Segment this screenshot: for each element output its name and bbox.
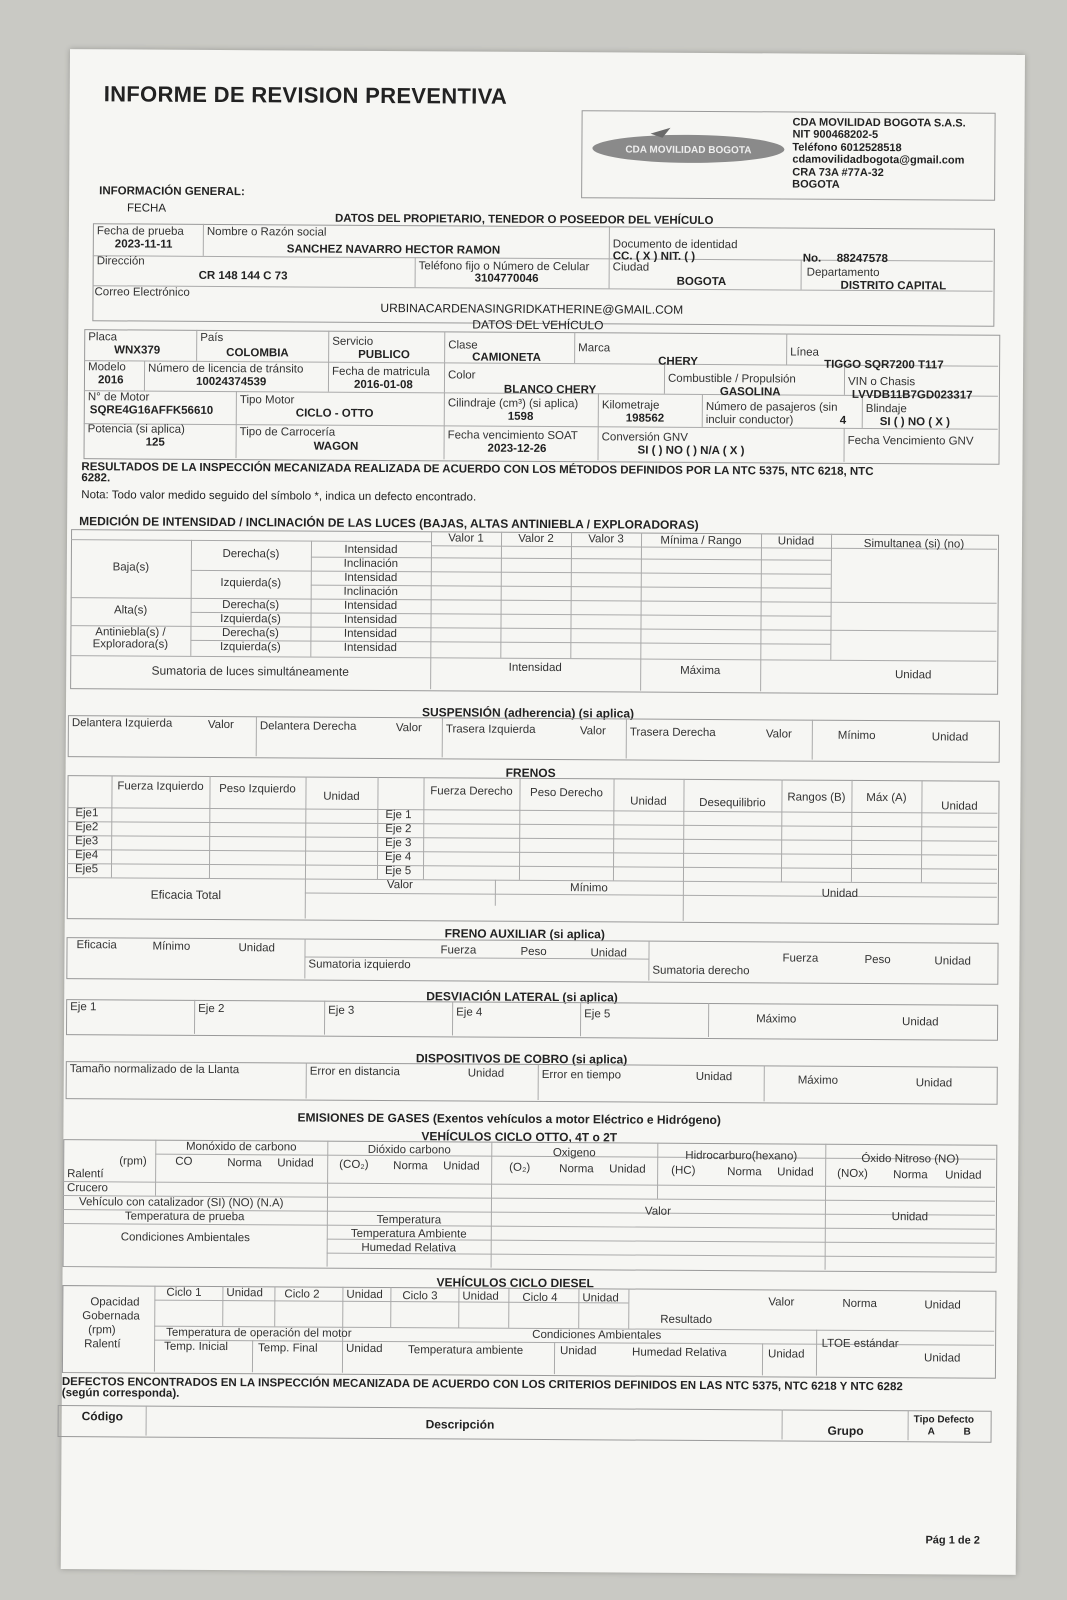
- brake-eje5-right: Eje 5: [384, 865, 412, 878]
- lights-col-valor2: Valor 2: [518, 532, 554, 546]
- otto-temp-prueba: Temperatura de prueba: [124, 1210, 245, 1224]
- brake-eje3-left: Eje3: [75, 835, 99, 848]
- formula-nox: (NOx): [837, 1167, 868, 1180]
- results-note: Nota: Todo valor medido seguido del símbolo *, indica un defecto encontrado.: [81, 489, 477, 504]
- lights-col-unidad: Unidad: [777, 535, 815, 548]
- motor-label: N° de Motor: [87, 391, 150, 404]
- aux-sum-der: Sumatoria derecho: [652, 964, 750, 978]
- lateral-eje2: Eje 2: [198, 1002, 225, 1016]
- otto-humedad: Humedad Relativa: [361, 1241, 457, 1255]
- lights-alta-izquierda: Izquierda(s): [220, 613, 281, 626]
- diesel-gobernada: Gobernada: [82, 1310, 140, 1323]
- susp-del-izq: Delantera Izquierda: [71, 717, 173, 730]
- fecha-label: FECHA: [126, 202, 167, 215]
- defects-codigo: Código: [81, 1409, 124, 1424]
- licencia-label: Número de licencia de tránsito: [148, 362, 304, 376]
- lateral-eje3: Eje 3: [328, 1004, 355, 1017]
- diesel-humedad: Humedad Relativa: [632, 1346, 727, 1360]
- aux-unidad-3: Unidad: [934, 955, 971, 968]
- lights-alta-derecha: Derecha(s): [222, 599, 280, 612]
- otto-header: VEHÍCULOS CICLO OTTO, 4T o 2T: [421, 1129, 618, 1145]
- diesel-ciclo3: Ciclo 3: [402, 1290, 438, 1303]
- soat-label: Fecha vencimiento SOAT: [447, 429, 578, 443]
- marca-label: Marca: [578, 342, 611, 355]
- pasajeros-value: 4: [839, 414, 847, 427]
- formula-co2: (CO₂): [339, 1158, 369, 1171]
- potencia-value: 125: [145, 436, 165, 449]
- o2-norma: Norma: [559, 1163, 594, 1176]
- lights-col-valor1: Valor 1: [448, 532, 484, 545]
- otto-rpm: (rpm): [119, 1155, 147, 1168]
- lights-col-valor3: Valor 3: [588, 533, 624, 546]
- marca-value: CHERY: [658, 355, 698, 368]
- fecha-prueba-value: 2023-11-11: [114, 238, 173, 251]
- lights-int-5: Intensidad: [343, 627, 398, 641]
- lights-int-3: Intensidad: [344, 599, 398, 613]
- aux-peso: Peso: [520, 945, 547, 959]
- gas-o2: Oxigeno: [552, 1147, 596, 1160]
- color-label: Color: [447, 369, 476, 382]
- carroceria-value: WAGON: [313, 440, 359, 453]
- linea-label: Línea: [790, 346, 819, 359]
- lights-alta: Alta(s): [113, 604, 148, 617]
- lateral-header: DESVIACIÓN LATERAL (si aplica): [426, 989, 618, 1005]
- color-value: BLANCO CHERY: [503, 383, 597, 397]
- linea-value: TIGGO SQR7200 T117: [824, 358, 944, 372]
- vin-label: VIN o Chasis: [847, 375, 916, 389]
- diesel-unidad-t: Unidad: [346, 1342, 383, 1356]
- departamento-label: Departamento: [806, 266, 880, 280]
- otto-ralenti: Ralentí: [67, 1168, 104, 1181]
- defects-header: DEFECTOS ENCONTRADOS EN LA INSPECCIÓN MECANIZADA DE ACUERDO CON LOS CRITERIOS DEFINIDOS EN LAS NTC 5375, NTC 6218 Y NTC 6282 (según corresponda).: [61, 1376, 903, 1400]
- cobro-error-tiempo: Error en tiempo: [541, 1068, 622, 1082]
- tipo-motor-label: Tipo Motor: [239, 394, 295, 407]
- aux-peso-3: Peso: [864, 953, 891, 967]
- diesel-temp-inicial: Temp. Inicial: [164, 1340, 229, 1354]
- documento-tipo: CC. ( X ) NIT. ( ): [612, 250, 696, 263]
- otto-temperatura: Temperatura: [376, 1213, 442, 1227]
- diesel-resultado: Resultado: [660, 1313, 713, 1327]
- susp-unidad: Unidad: [931, 731, 969, 744]
- aux-brake-table: [66, 937, 998, 985]
- otto-condiciones: Condiciones Ambientales: [120, 1231, 250, 1245]
- lights-int-2: Intensidad: [344, 571, 398, 585]
- gas-hc: Hidrocarburo(hexano): [685, 1149, 798, 1163]
- susp-valor-4: Valor: [765, 728, 792, 741]
- numero-label: No.: [802, 252, 822, 265]
- brake-max: Máx (A): [866, 791, 907, 805]
- cobro-llanta: Tamaño normalizado de la Llanta: [69, 1063, 240, 1077]
- aux-unidad-2: Unidad: [590, 947, 627, 960]
- lights-int-1: Intensidad: [344, 543, 398, 557]
- fecha-prueba-label: Fecha de prueba: [96, 225, 184, 238]
- otto-temp-ambiente: Temperatura Ambiente: [350, 1227, 467, 1241]
- cda-nit: NIT 900468202-5: [792, 128, 879, 142]
- nombre-value: SANCHEZ NAVARRO HECTOR RAMON: [286, 243, 501, 257]
- brake-peso-der: Peso Derecho: [529, 786, 603, 800]
- cilindraje-value: 1598: [507, 410, 534, 423]
- diesel-unidad-h: Unidad: [768, 1348, 805, 1361]
- gnv-venc-label: Fecha Vencimiento GNV: [847, 434, 974, 448]
- lateral-eje1: Eje 1: [70, 1001, 97, 1014]
- lights-antiniebla: Antiniebla(s) / Exploradora(s): [92, 626, 169, 651]
- cobro-unidad-1: Unidad: [467, 1067, 505, 1080]
- aux-fuerza: Fuerza: [440, 944, 477, 957]
- defects-tipo: Tipo Defecto: [913, 1414, 975, 1426]
- gas-no: Óxido Nitroso (NO): [861, 1152, 960, 1166]
- defects-tipo-b: B: [963, 1426, 971, 1438]
- diesel-ciclo2: Ciclo 2: [284, 1288, 320, 1301]
- blindaje-value: SI ( ) NO ( X ): [879, 416, 951, 429]
- otto-valor: Valor: [644, 1205, 671, 1218]
- gnv-value: SI ( ) NO ( ) N/A ( X ): [637, 444, 745, 458]
- lights-baja-derecha: Derecha(s): [222, 548, 280, 561]
- hc-unidad: Unidad: [777, 1166, 814, 1179]
- placa-value: WNX379: [114, 344, 161, 357]
- brake-eje5-left: Eje5: [74, 863, 99, 876]
- placa-label: Placa: [88, 331, 118, 344]
- results-header: RESULTADOS DE LA INSPECCIÓN MECANIZADA REALIZADA DE ACUERDO CON LOS MÉTODOS DEFINIDOS POR LA NTC 5375, NTC 6218, NTC 6282.: [81, 461, 874, 485]
- departamento-value: DISTRITO CAPITAL: [840, 279, 947, 293]
- motor-value: SQRE4G16AFFK56610: [89, 404, 214, 417]
- clase-value: CAMIONETA: [472, 351, 541, 364]
- diesel-ciclo4: Ciclo 4: [522, 1291, 558, 1305]
- formula-hc: (HC): [671, 1164, 696, 1177]
- telefono-value: 3104770046: [474, 272, 539, 285]
- direccion-label: Dirección: [96, 255, 145, 268]
- diesel-ralenti: Ralentí: [84, 1338, 121, 1351]
- co-unidad: Unidad: [277, 1157, 314, 1170]
- lights-int-6: Intensidad: [343, 641, 397, 655]
- brake-rangos: Rangos (B): [787, 791, 846, 804]
- aux-sum-izq: Sumatoria izquierdo: [308, 958, 411, 972]
- combustible-value: GASOLINA: [719, 386, 781, 399]
- diesel-opacidad: Opacidad: [90, 1296, 140, 1309]
- aux-brake-header: FRENO AUXILIAR (si aplica): [444, 926, 605, 942]
- lights-sum-unidad: Unidad: [894, 669, 932, 682]
- vehicle-header: DATOS DEL VEHÍCULO: [472, 317, 604, 333]
- aux-fuerza-3: Fuerza: [782, 952, 819, 965]
- gnv-label: Conversión GNV: [601, 431, 688, 444]
- servicio-value: PUBLICO: [358, 348, 410, 362]
- brake-valor: Valor: [386, 879, 413, 892]
- brake-unidad-total: Unidad: [821, 887, 859, 900]
- brake-eje3-right: Eje 3: [385, 837, 412, 850]
- lights-col-simultanea: Simultanea (si) (no): [863, 537, 965, 551]
- aux-minimo: Mínimo: [152, 940, 191, 953]
- pais-value: COLOMBIA: [226, 347, 289, 360]
- diesel-temp-amb: Temperatura ambiente: [408, 1344, 524, 1357]
- lights-sumatoria: Sumatoria de luces simultáneamente: [151, 663, 349, 679]
- cilindraje-label: Cilindraje (cm³) (si aplica): [447, 397, 579, 411]
- susp-tra-izq: Trasera Izquierda: [445, 723, 536, 736]
- kilometraje-value: 198562: [625, 412, 665, 425]
- brake-eje2-left: Eje2: [75, 821, 99, 834]
- carroceria-label: Tipo de Carrocería: [239, 426, 336, 439]
- brake-eje1-right: Eje 1: [385, 809, 412, 822]
- gas-co2: Dióxido carbono: [367, 1143, 451, 1157]
- general-info-label: INFORMACIÓN GENERAL:: [99, 185, 245, 199]
- diesel-rpm: (rpm): [88, 1324, 116, 1337]
- cobro-maximo: Máximo: [797, 1074, 839, 1087]
- brake-eje2-right: Eje 2: [385, 823, 412, 836]
- cda-info: [792, 116, 966, 191]
- diesel-unidad-a: Unidad: [560, 1345, 597, 1358]
- telefono-label: Teléfono fijo o Número de Celular: [418, 260, 590, 274]
- otto-catalizador: Vehículo con catalizador (SI) (NO) (N.A): [78, 1196, 284, 1210]
- formula-co: CO: [175, 1155, 193, 1168]
- lights-inc-2: Inclinación: [343, 585, 398, 599]
- clase-label: Clase: [448, 339, 478, 352]
- lights-anti-derecha: Derecha(s): [221, 627, 279, 640]
- blindaje-label: Blindaje: [865, 402, 907, 416]
- cobro-header: DISPOSITIVOS DE COBRO (si aplica): [415, 1051, 628, 1067]
- brake-minimo: Mínimo: [569, 882, 608, 895]
- potencia-label: Potencia (si aplica): [87, 423, 185, 436]
- brake-fuerza-der: Fuerza Derecho: [430, 785, 513, 798]
- report-page: [61, 49, 1025, 1575]
- diesel-unidad-2: Unidad: [346, 1288, 383, 1302]
- lights-header: MEDICIÓN DE INTENSIDAD / INCLINACIÓN DE LAS LUCES (BAJAS, ALTAS ANTINIEBLA / EXPLORADORAS): [79, 514, 699, 532]
- aux-unidad: Unidad: [238, 942, 276, 955]
- brake-unidad-2: Unidad: [941, 800, 978, 813]
- nox-norma: Norma: [893, 1169, 928, 1182]
- nox-unidad: Unidad: [945, 1169, 982, 1182]
- defects-tipo-a: A: [927, 1426, 935, 1438]
- co2-norma: Norma: [393, 1160, 428, 1173]
- cobro-unidad-2: Unidad: [695, 1070, 733, 1084]
- otto-unidad: Unidad: [891, 1211, 929, 1224]
- cda-city: BOGOTA: [792, 178, 840, 191]
- diesel-norma: Norma: [842, 1297, 877, 1311]
- correo-value: URBINACARDENASINGRIDKATHERINE@GMAIL.COM: [380, 300, 684, 317]
- susp-tra-der: Trasera Derecha: [629, 726, 716, 740]
- lights-sum-maxima: Máxima: [680, 664, 721, 678]
- kilometraje-label: Kilometraje: [601, 399, 660, 412]
- pasajeros-label: Número de pasajeros (sin incluir conductor): [705, 400, 838, 427]
- defects-descripcion: Descripción: [425, 1417, 495, 1432]
- cda-phone: Teléfono 6012528518: [792, 141, 902, 154]
- brake-desequilibrio: Desequilibrio: [699, 796, 766, 810]
- direccion-value: CR 148 144 C 73: [198, 269, 288, 283]
- modelo-value: 2016: [97, 374, 124, 387]
- pais-label: País: [200, 331, 224, 345]
- cda-logo-text: CDA MOVILIDAD BOGOTA: [625, 144, 752, 157]
- brake-fuerza-izq: Fuerza Izquierdo: [117, 780, 204, 793]
- numero-value: 88247578: [836, 252, 888, 266]
- hc-norma: Norma: [727, 1166, 762, 1179]
- vin-value: LVVDB11B7GD023317: [851, 388, 973, 402]
- cda-address: CRA 73A #77A-32: [792, 166, 884, 179]
- lights-baja-izquierda: Izquierda(s): [220, 577, 282, 590]
- combustible-label: Combustible / Propulsión: [667, 372, 796, 386]
- defects-grupo: Grupo: [827, 1423, 864, 1438]
- cda-logo: [590, 125, 786, 172]
- aux-eficacia: Eficacia: [76, 939, 117, 952]
- diesel-ltoe: LTOE estándar: [821, 1337, 899, 1351]
- diesel-temp-motor: Temperatura de operación del motor: [166, 1326, 352, 1340]
- documento-label: Documento de identidad: [612, 238, 738, 252]
- emissions-header: EMISIONES DE GASES (Exentos vehículos a motor Eléctrico e Hidrógeno): [297, 1110, 721, 1128]
- servicio-label: Servicio: [332, 335, 374, 348]
- susp-minimo: Mínimo: [837, 729, 876, 743]
- diesel-header: VEHÍCULOS CICLO DIESEL: [436, 1275, 594, 1291]
- diesel-unidad-l: Unidad: [923, 1352, 961, 1365]
- report-title: INFORME DE REVISION PREVENTIVA: [103, 81, 508, 109]
- ciudad-label: Ciudad: [612, 261, 650, 274]
- diesel-temp-final: Temp. Final: [258, 1342, 318, 1355]
- correo-label: Correo Electrónico: [94, 286, 190, 299]
- page-number: Pág 1 de 2: [925, 1534, 980, 1547]
- diesel-unidad-r: Unidad: [924, 1299, 961, 1312]
- diesel-valor: Valor: [768, 1296, 795, 1309]
- susp-del-der: Delantera Derecha: [259, 720, 357, 733]
- susp-valor-1: Valor: [207, 718, 234, 732]
- lights-int-4: Intensidad: [343, 613, 398, 627]
- co-norma: Norma: [227, 1157, 262, 1170]
- lateral-maximo: Máximo: [756, 1013, 797, 1026]
- gas-co: Monóxido de carbono: [185, 1140, 297, 1154]
- brake-unidad-der: Unidad: [630, 795, 667, 808]
- cda-header-box: [581, 110, 996, 201]
- cobro-error-distancia: Error en distancia: [309, 1065, 400, 1079]
- formula-o2: (O₂): [509, 1161, 531, 1174]
- tipo-motor-value: CICLO - OTTO: [295, 407, 374, 420]
- brake-unidad-izq: Unidad: [323, 790, 360, 803]
- suspension-header: SUSPENSIÓN (adherencia) (si aplica): [421, 705, 635, 721]
- lights-inc-1: Inclinación: [343, 557, 399, 571]
- lights-col-minima: Mínima / Rango: [660, 534, 742, 548]
- nombre-label: Nombre o Razón social: [206, 225, 327, 239]
- brake-eje4-right: Eje 4: [385, 851, 412, 864]
- cda-name: CDA MOVILIDAD BOGOTA S.A.S.: [792, 116, 966, 130]
- licencia-value: 10024374539: [195, 375, 267, 389]
- diesel-cond-amb: Condiciones Ambientales: [532, 1328, 662, 1342]
- brake-eje1-left: Eje1: [75, 807, 99, 820]
- cobro-unidad-3: Unidad: [915, 1077, 953, 1090]
- matricula-value: 2016-01-08: [353, 378, 413, 392]
- lights-baja: Baja(s): [112, 561, 150, 574]
- lateral-unidad: Unidad: [902, 1016, 939, 1029]
- susp-valor-3: Valor: [579, 725, 606, 738]
- otto-crucero: Crucero: [67, 1182, 108, 1195]
- modelo-label: Modelo: [88, 361, 126, 374]
- diesel-ciclo1: Ciclo 1: [166, 1286, 202, 1299]
- cda-email: cdamovilidadbogota@gmail.com: [792, 153, 965, 167]
- brake-eficacia-total: Eficacia Total: [150, 887, 222, 903]
- soat-value: 2023-12-26: [487, 442, 547, 456]
- lights-anti-izquierda: Izquierda(s): [219, 641, 281, 654]
- diesel-unidad-1: Unidad: [226, 1287, 263, 1300]
- brake-eje4-left: Eje4: [75, 849, 99, 862]
- brake-peso-izq: Peso Izquierdo: [219, 783, 296, 796]
- ciudad-value: BOGOTA: [676, 275, 727, 289]
- lateral-eje5: Eje 5: [584, 1008, 611, 1021]
- owner-header: DATOS DEL PROPIETARIO, TENEDOR O POSEEDOR DEL VEHÍCULO: [334, 212, 714, 228]
- diesel-unidad-3: Unidad: [462, 1290, 499, 1303]
- susp-valor-2: Valor: [395, 722, 422, 735]
- brakes-header: FRENOS: [505, 765, 556, 781]
- matricula-label: Fecha de matricula: [332, 365, 430, 379]
- o2-unidad: Unidad: [609, 1163, 646, 1176]
- lateral-eje4: Eje 4: [456, 1006, 483, 1019]
- co2-unidad: Unidad: [443, 1160, 480, 1173]
- lights-sum-intensidad: Intensidad: [508, 661, 562, 675]
- diesel-unidad-4: Unidad: [582, 1292, 619, 1305]
